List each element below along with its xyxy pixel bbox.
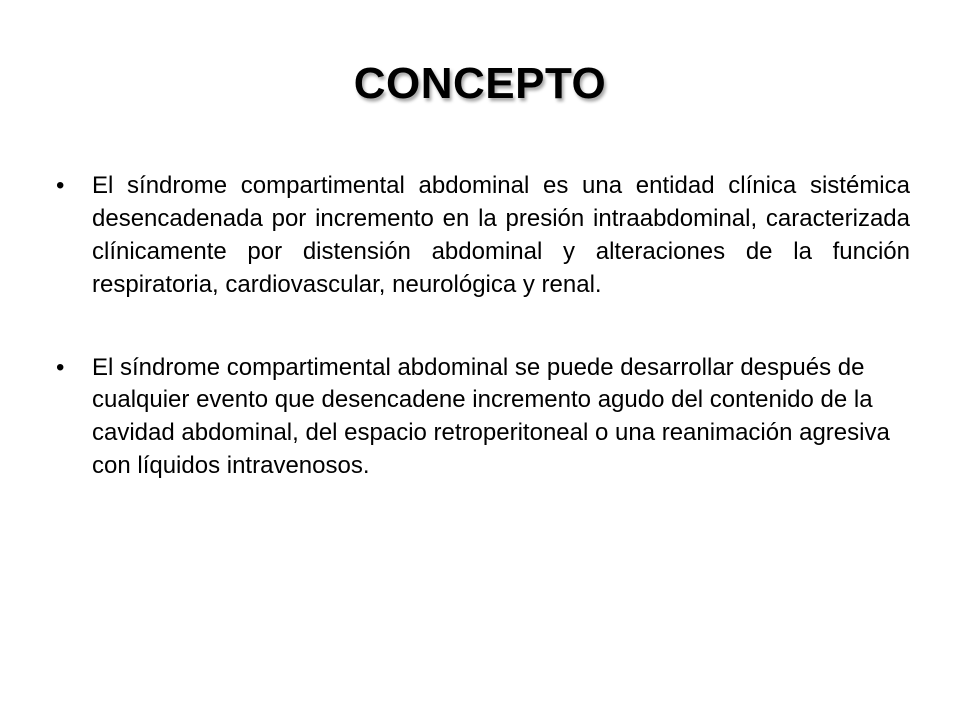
bullet-item-2 [52, 352, 910, 484]
slide-title: CONCEPTO [353, 59, 607, 108]
bullet-text-1: El síndrome compartimental abdominal es una entidad clínica sistémica desencadenada por incremento en la presión intraabdominal, caracterizada clínicamente por distensión abdominal y alteraciones de la función respiratoria, cardiovascular, neurológica y renal. [92, 172, 910, 298]
bullet-icon: • [56, 353, 65, 381]
bullet-item-1 [52, 170, 910, 302]
bullet-icon: • [56, 172, 65, 199]
slide-body [52, 170, 910, 483]
bullet-text-2: El síndrome compartimental abdominal se puede desarrollar después de cualquier evento que desencadene incremento agudo del contenido de la cavidad abdominal, del espacio retroperitoneal o una reanimación agresiva con líquidos intravenosos. [92, 353, 890, 480]
